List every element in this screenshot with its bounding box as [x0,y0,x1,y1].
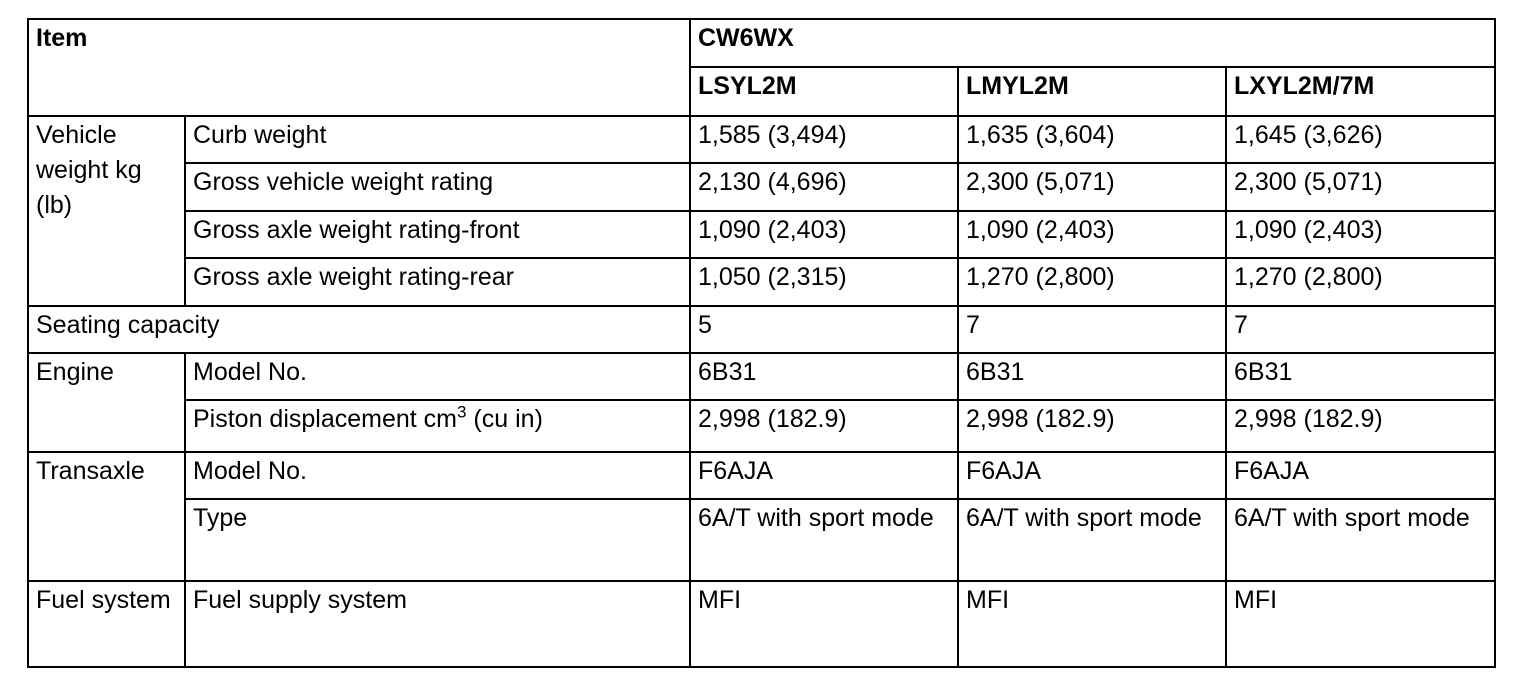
table-cell: 5 [690,306,958,353]
table-cell: 1,645 (3,626) [1226,116,1495,163]
table-cell: 1,090 (2,403) [690,211,958,258]
engine-label: Engine [28,353,185,452]
table-row [28,353,1495,400]
table-cell: 1,270 (2,800) [1226,258,1495,305]
row-label: Gross axle weight rating-front [185,211,690,258]
table-cell: 6B31 [1226,353,1495,400]
variant-header: LXYL2M/7M [1226,67,1495,115]
table-cell: 2,998 (182.9) [1226,400,1495,452]
displacement-superscript: 3 [457,403,467,423]
table-cell: F6AJA [1226,452,1495,499]
spec-table [27,18,1496,668]
transaxle-label: Transaxle [28,452,185,581]
table-cell: 2,998 (182.9) [690,400,958,452]
table-cell: 1,090 (2,403) [958,211,1226,258]
table-row [28,163,1495,210]
row-label: Model No. [185,452,690,499]
table-cell: 1,090 (2,403) [1226,211,1495,258]
table-cell: 7 [958,306,1226,353]
table-cell: 6A/T with sport mode [958,499,1226,580]
table-cell: 1,585 (3,494) [690,116,958,163]
table-cell: 2,300 (5,071) [958,163,1226,210]
table-cell: 1,050 (2,315) [690,258,958,305]
table-row [28,452,1495,499]
table-cell: 2,300 (5,071) [1226,163,1495,210]
table-row [28,499,1495,580]
table-cell: F6AJA [958,452,1226,499]
row-label [185,400,690,452]
row-label: Gross axle weight rating-rear [185,258,690,305]
table-cell: MFI [690,581,958,668]
table-cell: 1,270 (2,800) [958,258,1226,305]
table-cell: F6AJA [690,452,958,499]
table-cell: 6A/T with sport mode [1226,499,1495,580]
table-cell: 6B31 [958,353,1226,400]
row-label: Type [185,499,690,580]
table-row [28,400,1495,452]
variant-header: LSYL2M [690,67,958,115]
row-label: Model No. [185,353,690,400]
displacement-label-text: Piston displacement cm [193,405,458,434]
table-cell: 2,130 (4,696) [690,163,958,210]
table-cell: 6A/T with sport mode [690,499,958,580]
table-row [28,116,1495,163]
variant-header: LMYL2M [958,67,1226,115]
seating-label: Seating capacity [28,306,690,353]
row-label: Curb weight [185,116,690,163]
model-group-header: CW6WX [690,19,1495,67]
table-row [28,211,1495,258]
table-cell: MFI [1226,581,1495,668]
table-row [28,306,1495,353]
item-header: Item [28,19,690,116]
table-row [28,581,1495,668]
fuel-system-label: Fuel system [28,581,185,668]
row-label: Fuel supply system [185,581,690,668]
table-cell: 2,998 (182.9) [958,400,1226,452]
table-cell: 6B31 [690,353,958,400]
displacement-unit-text: (cu in) [466,405,543,434]
row-label: Gross vehicle weight rating [185,163,690,210]
table-cell: 1,635 (3,604) [958,116,1226,163]
table-cell: MFI [958,581,1226,668]
table-cell: 7 [1226,306,1495,353]
header-row-1 [28,19,1495,67]
vehicle-weight-label: Vehicle weight kg (lb) [28,116,185,306]
table-row [28,258,1495,305]
